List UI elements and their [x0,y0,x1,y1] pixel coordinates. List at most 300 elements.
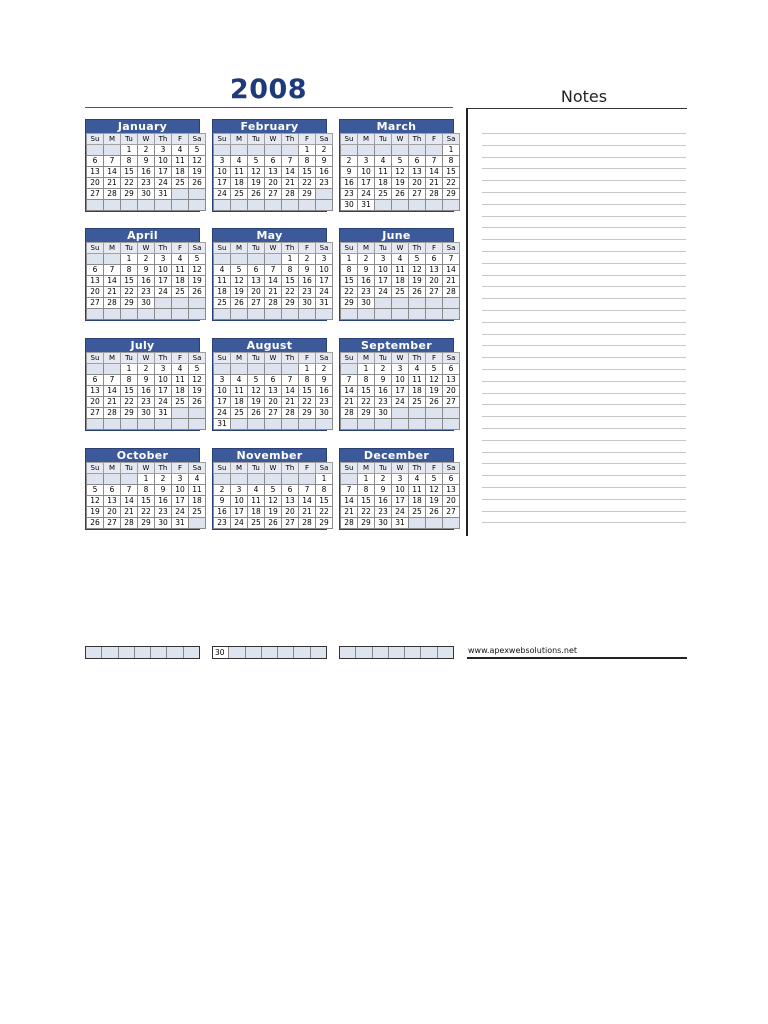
day-cell: 15 [121,276,138,287]
day-cell [248,364,265,375]
day-cell: 2 [375,474,392,485]
day-cell [373,647,389,658]
day-cell: 28 [443,287,460,298]
day-cell: 15 [358,386,375,397]
day-cell: 28 [341,408,358,419]
day-cell: 20 [426,276,443,287]
day-cell [443,298,460,309]
day-cell: 16 [375,496,392,507]
day-cell: 12 [189,156,206,167]
note-line [482,357,686,358]
note-line [482,168,686,169]
day-cell [443,309,460,320]
day-cell [409,419,426,430]
day-cell: 19 [392,178,409,189]
day-cell: 6 [443,474,460,485]
day-cell [375,145,392,156]
day-cell: 13 [426,265,443,276]
day-cell [135,647,151,658]
day-cell: 23 [214,518,231,529]
day-cell [87,200,104,211]
day-cell [214,145,231,156]
day-cell: 2 [138,145,155,156]
day-cell: 6 [443,364,460,375]
day-cell [392,145,409,156]
day-cell: 1 [121,145,138,156]
day-cell: 14 [341,496,358,507]
note-line [482,145,686,146]
day-cell: 16 [214,507,231,518]
day-cell: 25 [214,298,231,309]
day-cell: 3 [375,254,392,265]
month-title: June [340,229,453,242]
day-cell: 26 [392,189,409,200]
day-cell: 17 [358,178,375,189]
day-cell: 1 [121,364,138,375]
weekday-header: Su [341,134,358,145]
day-cell: 30 [299,298,316,309]
weekday-header: F [172,243,189,254]
day-cell: 10 [375,265,392,276]
note-line [482,475,686,476]
day-cell: 3 [172,474,189,485]
day-cell [409,200,426,211]
day-cell: 19 [189,276,206,287]
day-cell: 16 [341,178,358,189]
day-cell [375,200,392,211]
day-cell: 21 [121,507,138,518]
day-cell: 2 [375,364,392,375]
day-cell: 26 [409,287,426,298]
day-cell: 27 [265,189,282,200]
day-cell: 12 [248,386,265,397]
weekday-header: Th [282,353,299,364]
day-cell [189,309,206,320]
day-cell [265,474,282,485]
day-cell: 27 [104,518,121,529]
weekday-header: Th [409,463,426,474]
day-cell: 2 [316,364,333,375]
day-cell: 10 [155,156,172,167]
day-cell [443,419,460,430]
weekday-header: Tu [375,243,392,254]
day-cell: 25 [172,397,189,408]
day-cell [299,474,316,485]
day-cell [155,200,172,211]
day-cell: 12 [426,375,443,386]
day-cell: 29 [121,408,138,419]
day-cell: 14 [104,386,121,397]
note-line [482,157,686,158]
day-cell: 29 [358,518,375,529]
day-cell [438,647,453,658]
day-cell [104,200,121,211]
month-november [212,448,327,530]
weekday-header: Tu [375,353,392,364]
month-title: December [340,449,453,462]
note-line [482,180,686,181]
day-cell: 11 [231,386,248,397]
day-cell: 8 [282,265,299,276]
day-cell: 30 [375,408,392,419]
day-cell: 14 [104,276,121,287]
day-cell: 19 [265,507,282,518]
day-cell: 28 [104,408,121,419]
day-cell [316,309,333,320]
day-cell: 23 [155,507,172,518]
note-line [482,345,686,346]
weekday-header: F [172,134,189,145]
weekday-header: Tu [248,243,265,254]
day-cell [172,419,189,430]
day-cell: 5 [87,485,104,496]
day-cell: 8 [316,485,333,496]
month-september [339,338,454,431]
day-cell: 3 [358,156,375,167]
day-cell [316,200,333,211]
day-cell: 10 [214,386,231,397]
day-cell [184,647,199,658]
day-cell [231,200,248,211]
day-cell: 4 [172,145,189,156]
day-cell [265,145,282,156]
day-cell [189,200,206,211]
day-cell [102,647,118,658]
weekday-header: W [392,243,409,254]
weekday-header: F [172,353,189,364]
weekday-header: Su [341,243,358,254]
day-cell: 27 [265,408,282,419]
day-cell: 12 [392,167,409,178]
day-cell [121,200,138,211]
day-cell: 11 [214,276,231,287]
day-cell: 6 [409,156,426,167]
day-cell: 8 [121,156,138,167]
day-cell: 16 [316,167,333,178]
day-cell: 6 [426,254,443,265]
weekday-header: Tu [375,463,392,474]
day-cell: 17 [316,276,333,287]
weekday-header: W [392,463,409,474]
day-cell: 13 [87,386,104,397]
day-cell: 26 [87,518,104,529]
day-cell: 4 [172,254,189,265]
day-cell [138,200,155,211]
day-cell: 3 [392,364,409,375]
day-cell: 27 [87,408,104,419]
day-cell: 22 [121,287,138,298]
day-cell [172,298,189,309]
weekday-header: Su [214,353,231,364]
weekday-header: Sa [316,243,333,254]
day-cell: 16 [299,276,316,287]
day-cell: 9 [341,167,358,178]
day-cell: 17 [214,397,231,408]
day-cell [104,364,121,375]
day-cell: 29 [299,189,316,200]
weekday-header: F [299,134,316,145]
day-cell: 19 [409,276,426,287]
day-cell [121,419,138,430]
weekday-header: Sa [189,243,206,254]
day-cell: 6 [265,156,282,167]
day-cell: 4 [375,156,392,167]
day-cell: 14 [341,386,358,397]
day-cell: 25 [189,507,206,518]
day-cell: 20 [409,178,426,189]
day-cell [104,145,121,156]
day-cell [294,647,310,658]
day-cell: 12 [231,276,248,287]
weekday-header: Tu [121,134,138,145]
day-cell: 17 [375,276,392,287]
day-cell: 16 [375,386,392,397]
day-cell: 3 [155,145,172,156]
day-cell [375,419,392,430]
day-cell: 20 [265,178,282,189]
day-cell: 5 [409,254,426,265]
note-line [482,404,686,405]
continued-week-row [85,646,200,659]
day-cell [443,408,460,419]
day-cell [265,364,282,375]
day-cell [341,474,358,485]
day-cell [87,254,104,265]
day-cell: 21 [443,276,460,287]
day-cell: 21 [299,507,316,518]
day-cell: 19 [426,386,443,397]
day-cell [392,200,409,211]
day-cell: 14 [443,265,460,276]
day-cell: 23 [316,397,333,408]
day-cell: 27 [87,189,104,200]
weekday-header: M [358,463,375,474]
day-cell [265,200,282,211]
weekday-header: Tu [121,463,138,474]
day-cell: 9 [214,496,231,507]
day-cell [214,364,231,375]
day-cell [299,419,316,430]
day-cell [138,309,155,320]
day-cell [358,309,375,320]
day-cell: 10 [155,375,172,386]
day-cell [389,647,405,658]
day-cell: 27 [87,298,104,309]
title-underline [85,107,453,108]
day-cell: 11 [409,485,426,496]
weekday-header: Sa [189,463,206,474]
note-line [482,428,686,429]
day-cell: 19 [189,167,206,178]
day-cell [409,145,426,156]
day-cell: 23 [358,287,375,298]
day-cell: 31 [172,518,189,529]
day-cell: 4 [248,485,265,496]
day-cell: 23 [375,397,392,408]
day-cell: 24 [392,507,409,518]
day-cell [341,419,358,430]
day-cell: 1 [341,254,358,265]
day-cell: 12 [426,485,443,496]
day-cell: 11 [392,265,409,276]
day-cell: 20 [248,287,265,298]
note-line [482,393,686,394]
day-cell: 5 [248,156,265,167]
weekday-header: Sa [316,353,333,364]
day-cell: 20 [282,507,299,518]
day-cell: 10 [316,265,333,276]
day-cell: 29 [341,298,358,309]
weekday-header: Th [155,353,172,364]
day-cell: 26 [265,518,282,529]
month-title: July [86,339,199,352]
day-cell: 16 [138,167,155,178]
day-cell [167,647,183,658]
day-cell: 3 [155,364,172,375]
day-cell: 31 [358,200,375,211]
day-cell: 20 [265,397,282,408]
day-cell: 30 [155,518,172,529]
month-february [212,119,327,212]
note-line [482,263,686,264]
day-cell: 18 [172,276,189,287]
day-cell: 2 [138,254,155,265]
day-cell: 8 [121,265,138,276]
month-title: May [213,229,326,242]
day-cell: 5 [426,474,443,485]
day-cell: 7 [341,375,358,386]
day-cell: 31 [214,419,231,430]
day-cell: 21 [265,287,282,298]
footer-rule [467,657,687,659]
day-cell: 22 [121,397,138,408]
day-cell [104,474,121,485]
note-line [482,251,686,252]
day-cell: 8 [138,485,155,496]
weekday-header: Sa [443,134,460,145]
day-cell: 21 [341,397,358,408]
day-cell: 24 [172,507,189,518]
weekday-header: Th [155,243,172,254]
day-cell: 11 [248,496,265,507]
day-cell [341,364,358,375]
day-cell: 1 [316,474,333,485]
day-cell: 28 [104,189,121,200]
day-cell: 15 [299,386,316,397]
weekday-header: F [426,243,443,254]
weekday-header: W [265,134,282,145]
day-cell: 10 [392,375,409,386]
weekday-header: Tu [121,353,138,364]
month-title: November [213,449,326,462]
day-cell: 26 [189,287,206,298]
day-cell: 15 [443,167,460,178]
day-cell: 28 [426,189,443,200]
day-cell [172,408,189,419]
day-cell: 5 [189,254,206,265]
day-cell [409,309,426,320]
weekday-header: Th [409,243,426,254]
day-cell: 19 [426,496,443,507]
weekday-header: F [299,353,316,364]
day-cell: 27 [409,189,426,200]
day-cell [231,254,248,265]
note-line [482,275,686,276]
day-cell [231,309,248,320]
day-cell: 21 [426,178,443,189]
weekday-header: M [231,134,248,145]
day-cell: 10 [214,167,231,178]
day-cell [87,145,104,156]
day-cell: 10 [155,265,172,276]
day-cell [282,309,299,320]
day-cell: 20 [87,397,104,408]
weekday-header: W [265,353,282,364]
day-cell [265,419,282,430]
day-cell: 13 [265,386,282,397]
day-cell: 5 [392,156,409,167]
day-cell: 29 [358,408,375,419]
note-line [482,322,686,323]
day-cell: 25 [375,189,392,200]
day-cell: 3 [155,254,172,265]
day-cell: 1 [282,254,299,265]
day-cell [246,647,262,658]
day-cell: 29 [138,518,155,529]
day-cell: 7 [104,375,121,386]
day-cell: 5 [231,265,248,276]
weekday-header: Sa [189,353,206,364]
day-cell: 24 [316,287,333,298]
note-line [482,310,686,311]
day-cell [282,364,299,375]
day-cell [87,309,104,320]
day-cell [231,145,248,156]
day-cell: 8 [358,375,375,386]
day-cell: 28 [299,518,316,529]
day-cell: 1 [358,364,375,375]
day-cell: 12 [409,265,426,276]
day-cell: 29 [121,298,138,309]
day-cell: 22 [299,178,316,189]
day-cell [138,419,155,430]
day-cell [421,647,437,658]
note-line [482,522,686,523]
day-cell [265,309,282,320]
day-cell [299,309,316,320]
day-cell: 1 [138,474,155,485]
day-cell [151,647,167,658]
day-cell: 9 [299,265,316,276]
day-cell [299,200,316,211]
day-cell: 15 [358,496,375,507]
day-cell: 4 [172,364,189,375]
day-cell: 31 [155,408,172,419]
day-cell [104,419,121,430]
day-cell [426,419,443,430]
month-june [339,228,454,321]
day-cell: 4 [231,156,248,167]
day-cell: 6 [248,265,265,276]
day-cell [231,474,248,485]
day-cell: 7 [443,254,460,265]
note-line [482,452,686,453]
day-cell [282,200,299,211]
day-cell [231,364,248,375]
day-cell: 28 [341,518,358,529]
day-cell: 11 [172,156,189,167]
weekday-header: W [138,134,155,145]
